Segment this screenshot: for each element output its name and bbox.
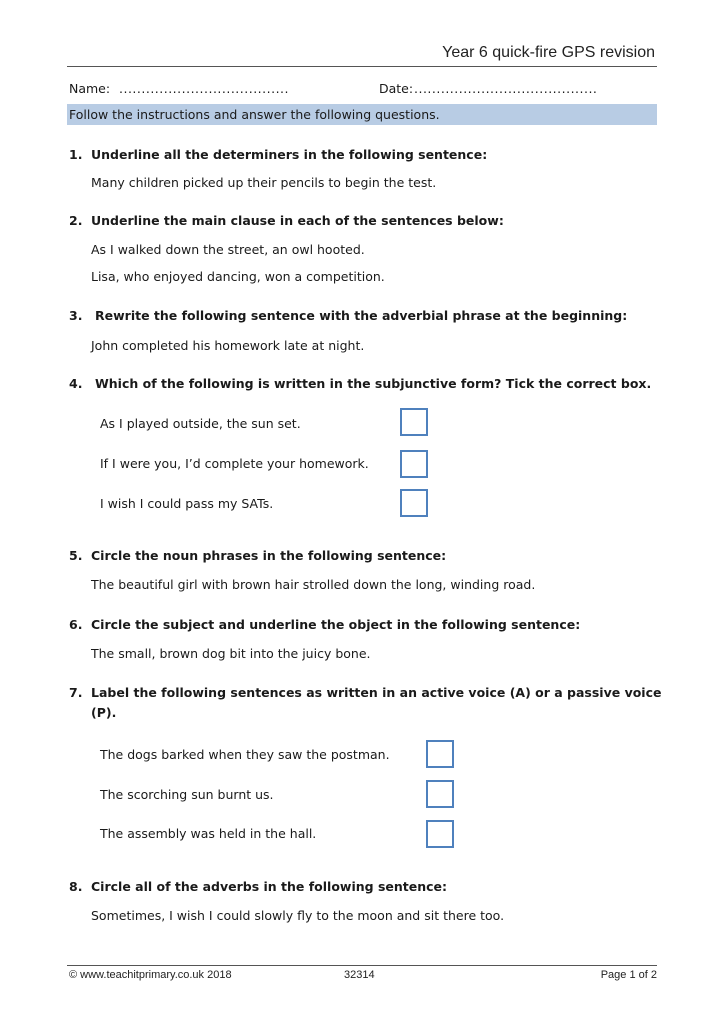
question-prompt: Label the following sentences as written in an active voice (A) or a passive voice — [91, 685, 662, 700]
question-7-option-3: The assembly was held in the hall. — [100, 826, 317, 841]
question-4-tickbox-1[interactable] — [400, 408, 428, 436]
question-number: 2. — [69, 213, 83, 228]
question-6 — [69, 617, 580, 632]
footer-code: 32314 — [344, 969, 375, 981]
question-8 — [69, 879, 447, 894]
footer-page-number: Page 1 of 2 — [600, 969, 657, 981]
question-number: 4. — [69, 376, 83, 391]
question-7-option-1: The dogs barked when they saw the postman. — [100, 747, 390, 762]
page-title: Year 6 quick-fire GPS revision — [442, 44, 655, 61]
question-3-sentence: John completed his homework late at night. — [91, 338, 365, 353]
name-field[interactable]: ...................................... — [119, 81, 289, 96]
question-prompt: Underline the main clause in each of the sentences below: — [91, 213, 504, 228]
question-6-sentence: The small, brown dog bit into the juicy bone. — [91, 646, 371, 661]
question-number: 5. — [69, 548, 83, 563]
question-number: 3. — [69, 308, 83, 323]
question-4-option-3: I wish I could pass my SATs. — [100, 496, 274, 511]
question-7-option-2: The scorching sun burnt us. — [100, 787, 274, 802]
question-prompt: Which of the following is written in the subjunctive form? Tick the correct box. — [95, 376, 652, 391]
header-rule — [67, 66, 657, 67]
date-label: Date: — [379, 81, 414, 96]
question-4-tickbox-3[interactable] — [400, 489, 428, 517]
question-2 — [69, 213, 504, 228]
question-7-box-1[interactable] — [426, 740, 454, 768]
question-number: 1. — [69, 147, 83, 162]
question-1 — [69, 147, 487, 162]
footer-copyright: © www.teachitprimary.co.uk 2018 — [69, 969, 232, 981]
question-prompt: Underline all the determiners in the following sentence: — [91, 147, 488, 162]
question-4-tickbox-2[interactable] — [400, 450, 428, 478]
question-8-sentence: Sometimes, I wish I could slowly fly to the moon and sit there too. — [91, 908, 505, 923]
date-field[interactable]: ......................................... — [414, 81, 598, 96]
question-number: 8. — [69, 879, 83, 894]
question-prompt: Circle all of the adverbs in the following sentence: — [91, 879, 448, 894]
question-number: 7. — [69, 685, 83, 700]
question-2-sentence-1: As I walked down the street, an owl hooted. — [91, 242, 365, 257]
question-1-sentence: Many children picked up their pencils to begin the test. — [91, 175, 437, 190]
question-7-prompt-continued: (P). — [91, 705, 117, 720]
question-7 — [69, 685, 661, 700]
question-number: 6. — [69, 617, 83, 632]
question-4 — [69, 376, 651, 391]
instructions-bar: Follow the instructions and answer the following questions. — [67, 104, 657, 125]
question-prompt: Rewrite the following sentence with the adverbial phrase at the beginning: — [95, 308, 628, 323]
question-7-box-3[interactable] — [426, 820, 454, 848]
question-5-sentence: The beautiful girl with brown hair strolled down the long, winding road. — [91, 577, 536, 592]
question-prompt: Circle the subject and underline the object in the following sentence: — [91, 617, 581, 632]
name-label: Name: — [69, 81, 111, 96]
question-4-option-2: If I were you, I’d complete your homework. — [100, 456, 369, 471]
question-4-option-1: As I played outside, the sun set. — [100, 416, 301, 431]
question-prompt: Circle the noun phrases in the following sentence: — [91, 548, 447, 563]
question-7-box-2[interactable] — [426, 780, 454, 808]
footer-rule — [67, 965, 657, 966]
question-2-sentence-2: Lisa, who enjoyed dancing, won a competition. — [91, 269, 385, 284]
question-3 — [69, 308, 627, 323]
question-5 — [69, 548, 446, 563]
